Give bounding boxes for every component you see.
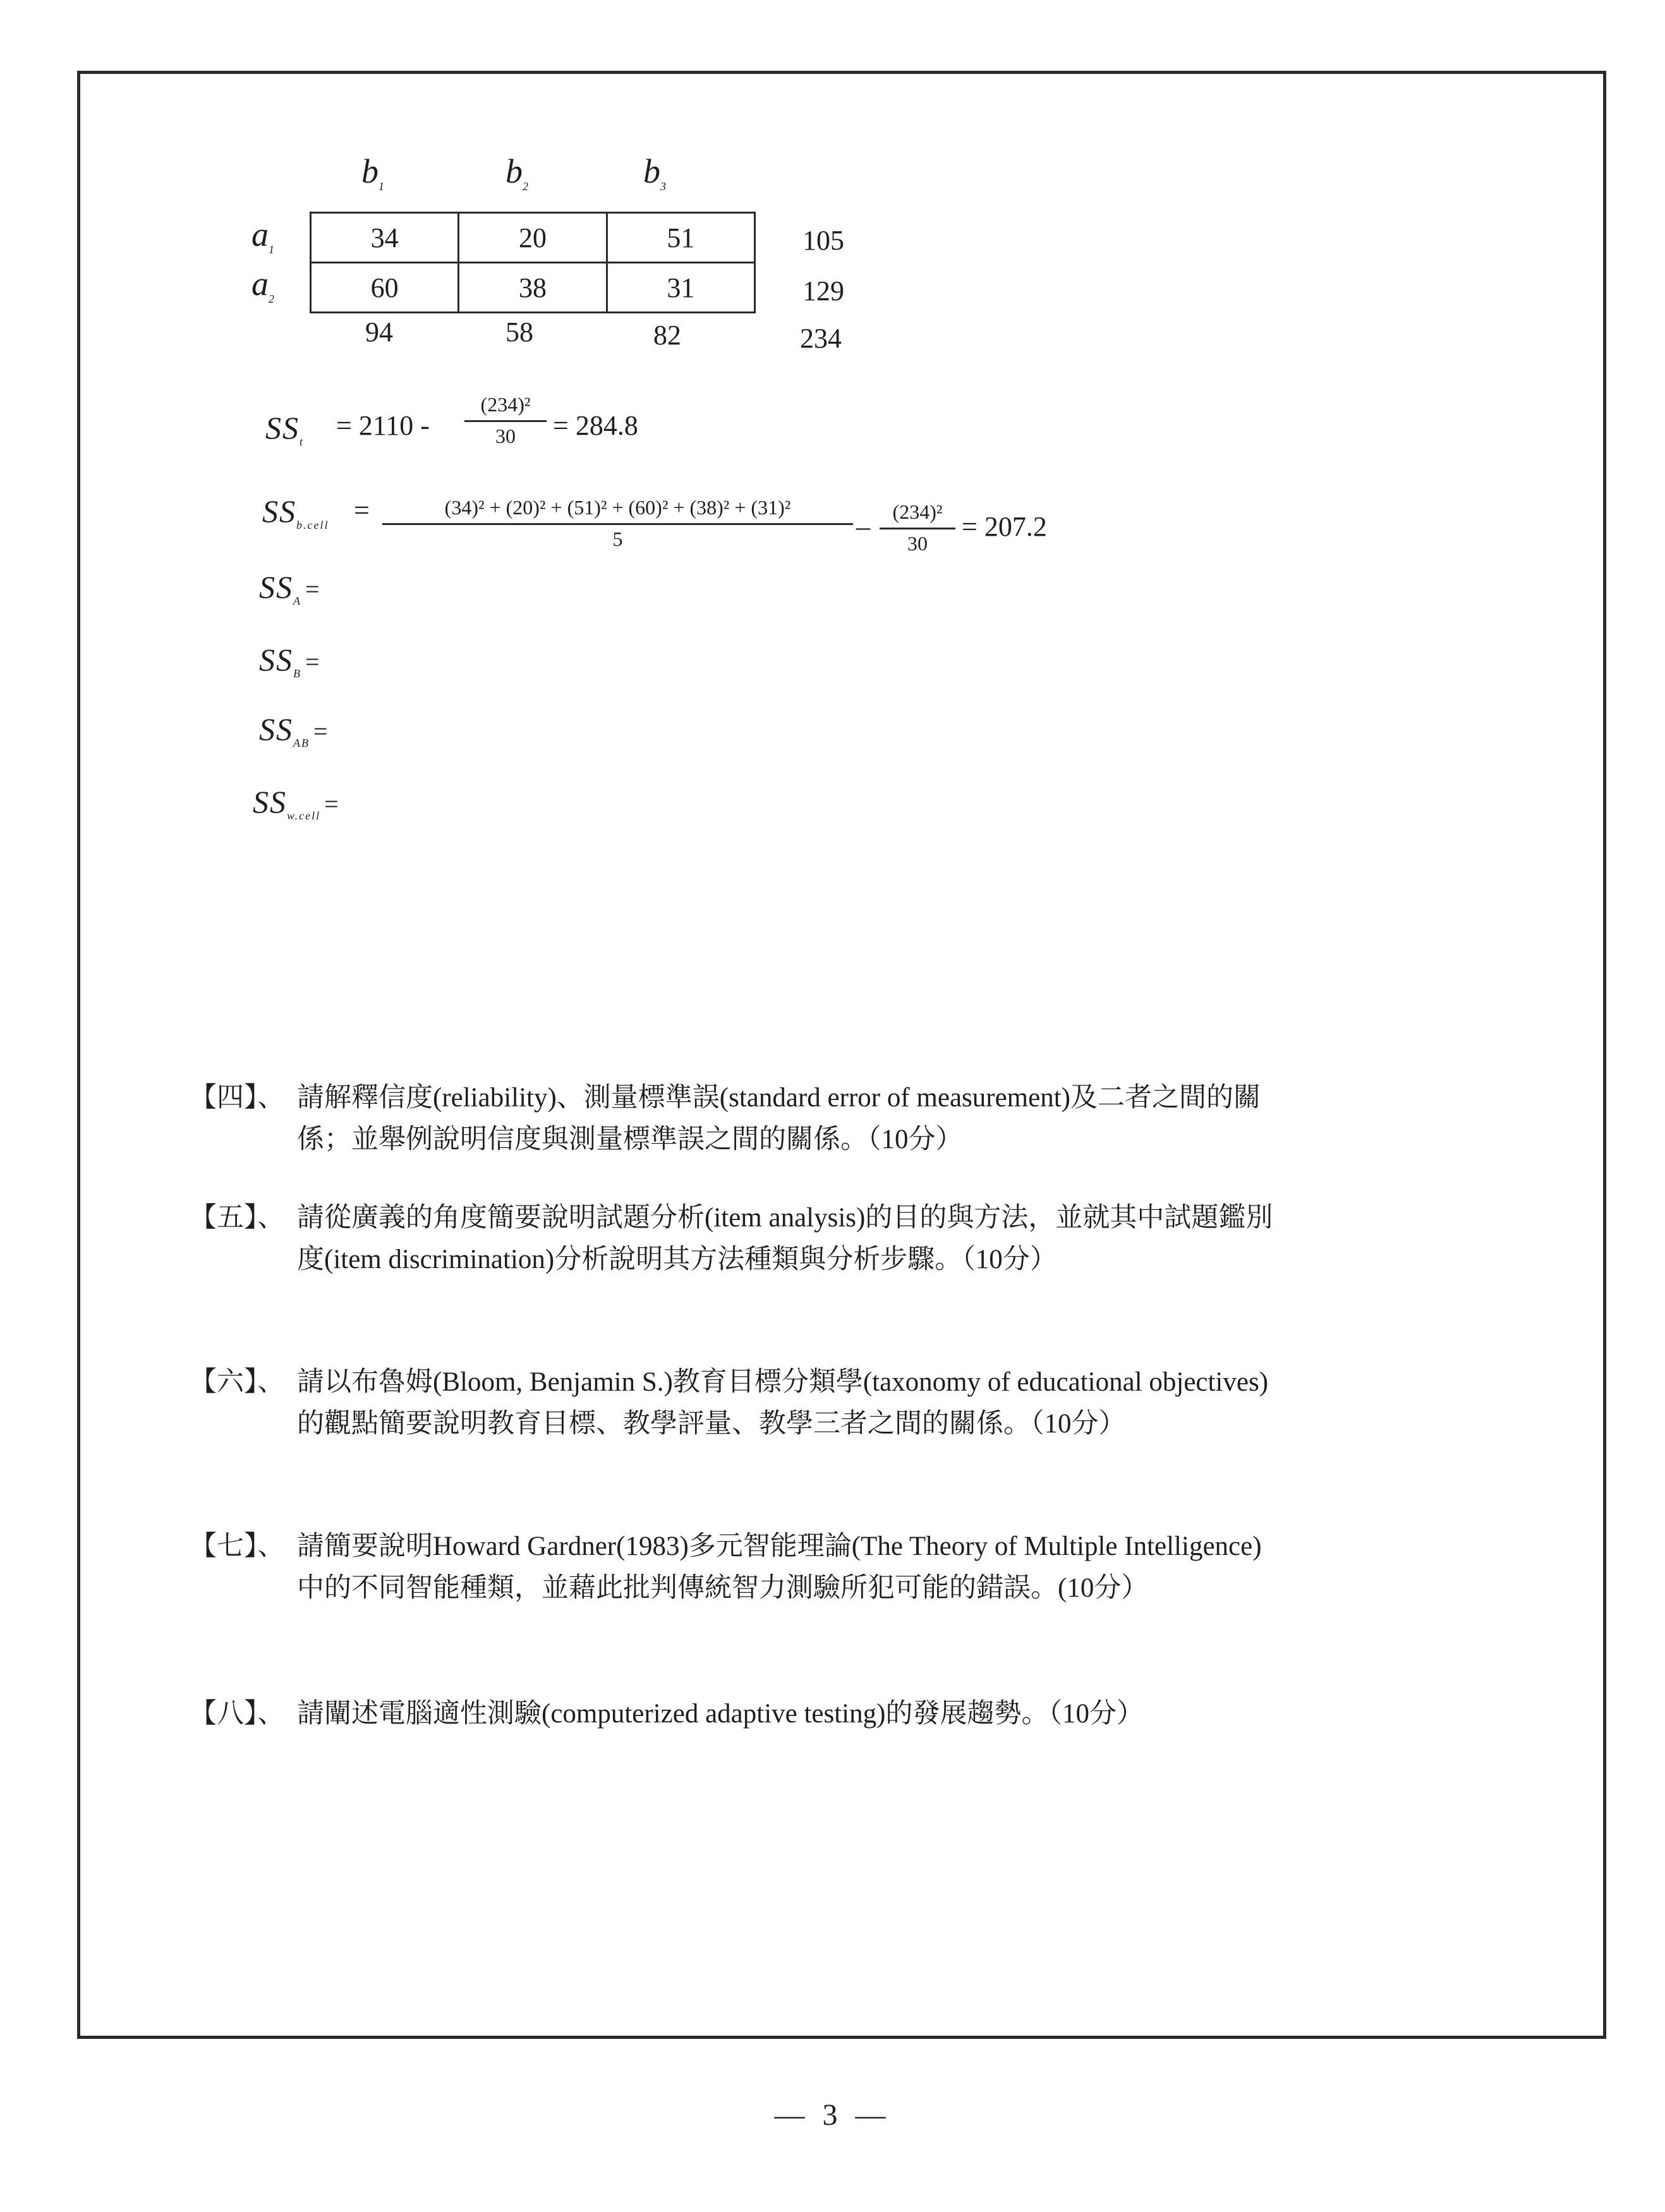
grand-total: 234 — [800, 323, 842, 354]
table-cell: 38 — [459, 263, 607, 313]
formula-ss-t-fraction: $\frac{\text{(234)²}}{30}$ — [464, 393, 547, 448]
formula-ss-bcell-fraction-1: $\frac{\text{(34)² + (20)² + (51)² + (60)² + (38)² + (31)²}}{5}$ — [382, 496, 853, 551]
formula-ss-t-eq: = 2110 - — [336, 410, 430, 441]
table-cell: 51 — [607, 213, 754, 263]
question-text: 請解釋信度(reliability)、測量標準誤(standard error of measurement)及二者之間的關係；並舉例說明信度與測量標準誤之間的關係。（10分） — [297, 1083, 1261, 1154]
question-5 — [190, 1197, 1289, 1281]
formula-ss-bcell-fraction-2: $\frac{\text{(234)²}}{30}$ — [880, 500, 955, 555]
question-text: 請簡要說明Howard Gardner(1983)多元智能理論(The Theory of Multiple Intelligence) 中的不同智能種類，並藉此批判傳統智力測驗所犯可能的錯誤。(10分） — [297, 1532, 1262, 1603]
col-header-b2: $b_2$ — [506, 152, 528, 193]
formula-ss-b: $SS_B$ = — [259, 642, 321, 680]
table-cell: 20 — [459, 213, 607, 263]
question-number: 【八】、 — [190, 1699, 285, 1729]
question-text: 請從廣義的角度簡要說明試題分析(item analysis)的目的與方法，並就其中試題鑑別度(item discrimination)分析說明其方法種類與分析步驟。（10分） — [297, 1203, 1273, 1274]
question-number: 【七】、 — [190, 1532, 285, 1561]
question-text: 請以布魯姆(Bloom, Benjamin S.)教育目標分類學(taxonomy of educational objectives)的觀點簡要說明教育目標、教學評量、教學三者之間的關係。（10分） — [297, 1367, 1269, 1439]
row-total: 129 — [802, 275, 844, 306]
col-total: 58 — [506, 317, 533, 348]
col-header-b1: $b_1$ — [361, 152, 384, 193]
formula-ss-bcell-label: $SS_{b.cell}$ — [262, 493, 329, 531]
formula-ss-a: $SS_A$ = — [259, 569, 321, 607]
page-number: — 3 — — [774, 2098, 891, 2132]
row-header-a1: $a_1$ — [251, 215, 274, 256]
table-row — [311, 263, 755, 313]
formula-ss-ab: $SS_{AB}$ = — [259, 711, 329, 749]
data-table — [310, 212, 756, 313]
question-number: 【六】、 — [190, 1367, 285, 1397]
formula-ss-bcell-result: = 207.2 — [962, 511, 1047, 542]
table-cell: 60 — [311, 263, 459, 313]
page-border — [77, 71, 1606, 2039]
question-7 — [190, 1526, 1289, 1609]
col-total: 82 — [653, 320, 681, 351]
row-header-a2: $a_2$ — [251, 265, 274, 305]
formula-ss-bcell-minus: – — [856, 511, 870, 542]
question-6 — [190, 1362, 1289, 1445]
formula-ss-wcell: $SS_{w.cell}$ = — [253, 784, 340, 822]
formula-ss-bcell-eq: = — [354, 495, 370, 526]
col-total: 94 — [365, 317, 393, 348]
question-number: 【五】、 — [190, 1203, 285, 1233]
formula-ss-t-label: $SS_t$ — [265, 410, 305, 448]
question-8 — [190, 1693, 1289, 1735]
row-total: 105 — [802, 225, 844, 256]
table-cell: 34 — [311, 213, 459, 263]
table-row — [311, 213, 755, 263]
question-4 — [190, 1077, 1289, 1161]
question-number: 【四】、 — [190, 1083, 285, 1113]
table-cell: 31 — [607, 263, 754, 313]
formula-ss-t-result: = 284.8 — [553, 410, 638, 441]
col-header-b3: $b_3$ — [643, 152, 666, 193]
question-text: 請闡述電腦適性測驗(computerized adaptive testing)的發展趨勢。（10分） — [297, 1699, 1144, 1729]
